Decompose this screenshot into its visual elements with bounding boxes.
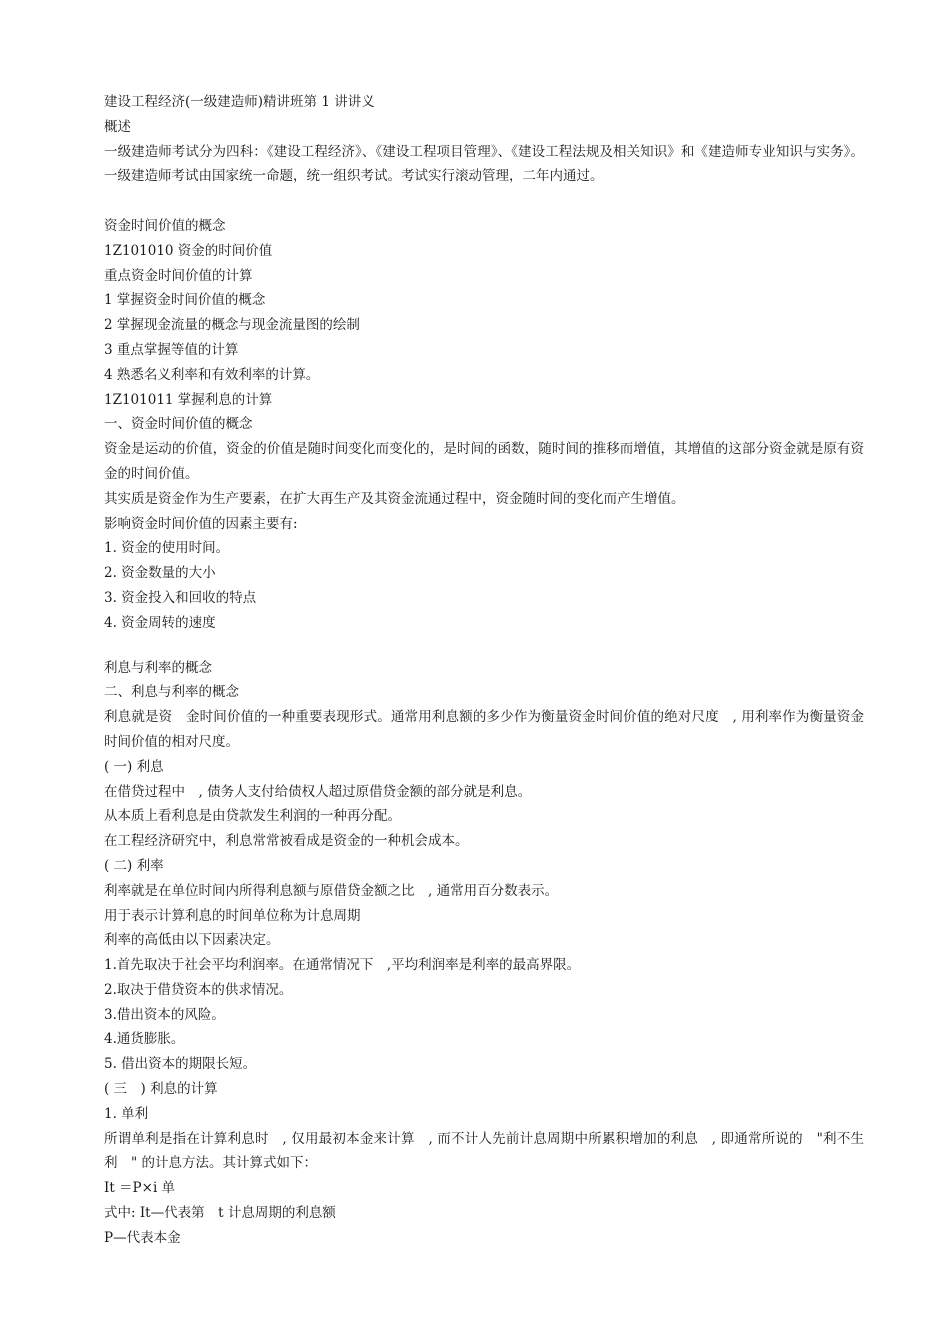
formula: It ＝P×i 单	[104, 1180, 176, 1197]
subsection-heading: ( 三 ) 利息的计算	[104, 1081, 218, 1098]
subsection-heading: ( 一) 利息	[104, 758, 164, 775]
subsection-heading: 一、资金时间价值的概念	[104, 416, 253, 433]
key-point: 重点资金时间价值的计算	[104, 267, 253, 284]
subsection-heading: ( 二) 利率	[104, 857, 164, 874]
list-item: 1. 单利	[104, 1105, 149, 1122]
section-code: 1Z101010 资金的时间价值	[104, 242, 273, 259]
paragraph: 所谓单利是指在计算利息时 , 仅用最初本金来计算 , 而不计人先前计息周期中所累积增加的利息 , 即通常所说的 "利不生利 " 的计息方法。其计算式如下：	[104, 1130, 864, 1172]
document-page	[104, 90, 864, 1251]
list-item: 3. 资金投入和回收的特点	[104, 589, 257, 606]
text-line: 用于表示计算利息的时间单位称为计息周期	[104, 907, 361, 924]
document-title: 建设工程经济(一级建造师)精讲班第 1 讲讲义	[104, 94, 375, 110]
paragraph: 其实质是资金作为生产要素，在扩大再生产及其资金流通过程中，资金随时间的变化而产生增值。	[104, 490, 685, 507]
list-item: 2 掌握现金流量的概念与现金流量图的绘制	[104, 317, 360, 334]
text-line: 在工程经济研究中，利息常常被看成是资金的一种机会成本。	[104, 833, 469, 850]
overview-paragraph: 一级建造师考试分为四科：《建设工程经济》、《建设工程项目管理》、《建设工程法规及相关知识》和《建造师专业知识与实务》。一级建造师考试由国家统一命题，统一组织考试。考试实行滚动管理，二年内通过。	[104, 143, 864, 185]
list-item: 4.通货膨胀。	[104, 1031, 185, 1048]
text-line: 从本质上看利息是由贷款发生利润的一种再分配。	[104, 808, 401, 825]
list-item: 2.取决于借贷资本的供求情况。	[104, 981, 293, 998]
list-item: 4 熟悉名义利率和有效利率的计算。	[104, 366, 320, 383]
list-item: 4. 资金周转的速度	[104, 614, 216, 631]
blank-line	[104, 189, 864, 214]
list-item: 1. 资金的使用时间。	[104, 540, 230, 557]
paragraph: 利息就是资 金时间价值的一种重要表现形式。通常用利息额的多少作为衡量资金时间价值的绝对尺度 , 用利率作为衡量资金时间价值的相对尺度。	[104, 709, 864, 750]
blank-line	[104, 636, 864, 656]
list-item: 3 重点掌握等值的计算	[104, 341, 239, 358]
formula-definition: 式中: It—代表第 t 计息周期的利息额	[104, 1205, 336, 1222]
paragraph: 资金是运动的价值，资金的价值是随时间变化而变化的，是时间的函数，随时间的推移而增值，其增值的这部分资金就是原有资金的时间价值。	[104, 441, 864, 482]
overview-heading: 概述	[104, 118, 131, 135]
subsection-heading: 二、利息与利率的概念	[104, 684, 239, 701]
text-line: 利率就是在单位时间内所得利息额与原借贷金额之比 , 通常用百分数表示。	[104, 882, 559, 899]
section-heading: 利息与利率的概念	[104, 659, 212, 676]
list-item: 5. 借出资本的期限长短。	[104, 1056, 257, 1073]
formula-definition: P—代表本金	[104, 1229, 181, 1246]
factors-intro: 影响资金时间价值的因素主要有:	[104, 515, 298, 532]
list-item: 2. 资金数量的大小	[104, 565, 216, 582]
text-line: 在借贷过程中 , 债务人支付给债权人超过原借贷金额的部分就是利息。	[104, 783, 532, 800]
section-heading: 资金时间价值的概念	[104, 217, 226, 234]
list-item: 1.首先取决于社会平均利润率。在通常情况下 ,平均利润率是利率的最高界限。	[104, 957, 581, 974]
list-item: 3.借出资本的风险。	[104, 1006, 225, 1023]
text-line: 利率的高低由以下因素决定。	[104, 932, 280, 949]
list-item: 1 掌握资金时间价值的概念	[104, 292, 266, 309]
section-code: 1Z101011 掌握利息的计算	[104, 391, 273, 408]
